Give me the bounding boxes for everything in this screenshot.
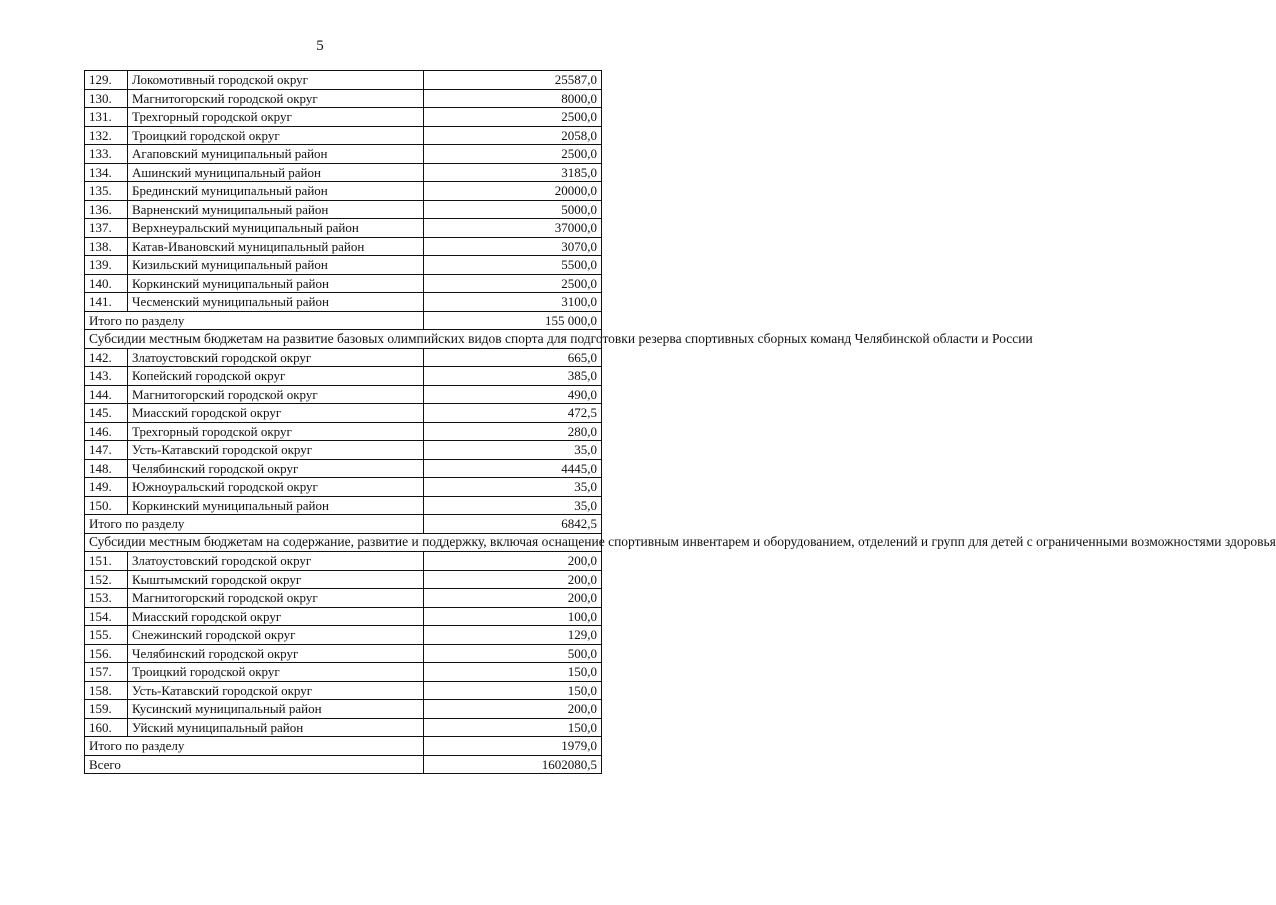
municipality-name: Ашинский муниципальный район — [128, 163, 424, 182]
table-row — [85, 126, 602, 145]
municipality-name: Усть-Катавский городской округ — [128, 441, 424, 460]
municipality-name: Златоустовский городской округ — [128, 552, 424, 571]
subsidy-amount: 2500,0 — [424, 274, 602, 293]
section-total-label: Итого по разделу — [85, 311, 424, 330]
subsidy-amount: 490,0 — [424, 385, 602, 404]
section-title: Субсидии местным бюджетам на содержание, развитие и поддержку, включая оснащение спортивным инвентарем и оборудованием, отделений и групп для детей с ограниченными возможностями здоровья — [85, 533, 602, 552]
municipality-name: Верхнеуральский муниципальный район — [128, 219, 424, 238]
row-number: 141. — [85, 293, 128, 312]
table-row — [85, 71, 602, 90]
subsidy-amount: 200,0 — [424, 589, 602, 608]
subsidy-amount: 3070,0 — [424, 237, 602, 256]
table-row — [85, 89, 602, 108]
table-row — [85, 478, 602, 497]
row-number: 129. — [85, 71, 128, 90]
municipality-name: Кизильский муниципальный район — [128, 256, 424, 275]
subsidy-amount: 150,0 — [424, 663, 602, 682]
table-row — [85, 663, 602, 682]
subsidy-amount: 200,0 — [424, 570, 602, 589]
municipality-name: Снежинский городской округ — [128, 626, 424, 645]
row-number: 134. — [85, 163, 128, 182]
municipality-name: Катав-Ивановский муниципальный район — [128, 237, 424, 256]
section-total-amount: 1979,0 — [424, 737, 602, 756]
section-total-label: Итого по разделу — [85, 737, 424, 756]
municipality-name: Миасский городской округ — [128, 404, 424, 423]
municipality-name: Магнитогорский городской округ — [128, 589, 424, 608]
table-row — [85, 219, 602, 238]
row-number: 157. — [85, 663, 128, 682]
subsidy-amount: 385,0 — [424, 367, 602, 386]
row-number: 153. — [85, 589, 128, 608]
table-row — [85, 163, 602, 182]
table-row — [85, 367, 602, 386]
municipality-name: Кыштымский городской округ — [128, 570, 424, 589]
grand-total-amount: 1602080,5 — [424, 755, 602, 774]
subsidy-amount: 472,5 — [424, 404, 602, 423]
table-row — [85, 607, 602, 626]
table-row — [85, 385, 602, 404]
municipality-name: Трехгорный городской округ — [128, 422, 424, 441]
row-number: 160. — [85, 718, 128, 737]
table-row — [85, 626, 602, 645]
municipality-name: Коркинский муниципальный район — [128, 274, 424, 293]
subsidy-amount: 3100,0 — [424, 293, 602, 312]
row-number: 138. — [85, 237, 128, 256]
table-row — [85, 145, 602, 164]
subsidy-amount: 100,0 — [424, 607, 602, 626]
municipality-name: Челябинский городской округ — [128, 644, 424, 663]
municipality-name: Троицкий городской округ — [128, 126, 424, 145]
table-row — [85, 274, 602, 293]
subsidy-amount: 4445,0 — [424, 459, 602, 478]
table-row — [85, 441, 602, 460]
municipality-name: Трехгорный городской округ — [128, 108, 424, 127]
table-row — [85, 700, 602, 719]
subsidy-amount: 25587,0 — [424, 71, 602, 90]
subsidy-amount: 2500,0 — [424, 145, 602, 164]
table-row — [85, 237, 602, 256]
row-number: 154. — [85, 607, 128, 626]
row-number: 159. — [85, 700, 128, 719]
municipality-name: Коркинский муниципальный район — [128, 496, 424, 515]
municipality-name: Чесменский муниципальный район — [128, 293, 424, 312]
section-total-row — [85, 515, 602, 534]
subsidy-amount: 5000,0 — [424, 200, 602, 219]
subsidy-amount: 150,0 — [424, 681, 602, 700]
subsidy-amount: 35,0 — [424, 441, 602, 460]
municipality-name: Миасский городской округ — [128, 607, 424, 626]
row-number: 136. — [85, 200, 128, 219]
row-number: 132. — [85, 126, 128, 145]
section-title: Субсидии местным бюджетам на развитие базовых олимпийских видов спорта для подготовки резерва спортивных сборных команд Челябинской области и России — [85, 330, 602, 349]
row-number: 156. — [85, 644, 128, 663]
subsidy-amount: 35,0 — [424, 496, 602, 515]
municipality-name: Брединский муниципальный район — [128, 182, 424, 201]
subsidy-amount: 129,0 — [424, 626, 602, 645]
section-total-amount: 155 000,0 — [424, 311, 602, 330]
table-row — [85, 348, 602, 367]
row-number: 145. — [85, 404, 128, 423]
table-row — [85, 422, 602, 441]
table-row — [85, 459, 602, 478]
municipality-name: Усть-Катавский городской округ — [128, 681, 424, 700]
municipality-name: Магнитогорский городской округ — [128, 385, 424, 404]
municipality-name: Уйский муниципальный район — [128, 718, 424, 737]
page-number: 5 — [316, 38, 324, 54]
row-number: 140. — [85, 274, 128, 293]
row-number: 155. — [85, 626, 128, 645]
table-row — [85, 200, 602, 219]
municipality-name: Агаповский муниципальный район — [128, 145, 424, 164]
subsidy-amount: 2058,0 — [424, 126, 602, 145]
row-number: 158. — [85, 681, 128, 700]
municipality-name: Челябинский городской округ — [128, 459, 424, 478]
table-row — [85, 108, 602, 127]
municipality-name: Варненский муниципальный район — [128, 200, 424, 219]
row-number: 144. — [85, 385, 128, 404]
municipality-name: Локомотивный городской округ — [128, 71, 424, 90]
table-row — [85, 256, 602, 275]
row-number: 139. — [85, 256, 128, 275]
table-row — [85, 570, 602, 589]
table-row — [85, 552, 602, 571]
subsidy-amount: 37000,0 — [424, 219, 602, 238]
subsidy-amount: 8000,0 — [424, 89, 602, 108]
table-row — [85, 589, 602, 608]
subsidy-amount: 200,0 — [424, 552, 602, 571]
row-number: 152. — [85, 570, 128, 589]
municipality-name: Копейский городской округ — [128, 367, 424, 386]
table-row — [85, 644, 602, 663]
section-total-row — [85, 737, 602, 756]
row-number: 130. — [85, 89, 128, 108]
subsidy-amount: 20000,0 — [424, 182, 602, 201]
row-number: 133. — [85, 145, 128, 164]
subsidy-amount: 150,0 — [424, 718, 602, 737]
section-header-row — [85, 533, 602, 552]
subsidy-amount: 500,0 — [424, 644, 602, 663]
subsidy-amount: 665,0 — [424, 348, 602, 367]
row-number: 151. — [85, 552, 128, 571]
subsidy-amount: 5500,0 — [424, 256, 602, 275]
row-number: 131. — [85, 108, 128, 127]
row-number: 142. — [85, 348, 128, 367]
subsidy-amount: 200,0 — [424, 700, 602, 719]
municipality-name: Кусинский муниципальный район — [128, 700, 424, 719]
row-number: 150. — [85, 496, 128, 515]
table-row — [85, 404, 602, 423]
row-number: 146. — [85, 422, 128, 441]
row-number: 143. — [85, 367, 128, 386]
table-row — [85, 496, 602, 515]
subsidy-amount: 3185,0 — [424, 163, 602, 182]
grand-total-row — [85, 755, 602, 774]
municipality-name: Южноуральский городской округ — [128, 478, 424, 497]
row-number: 147. — [85, 441, 128, 460]
municipality-name: Магнитогорский городской округ — [128, 89, 424, 108]
row-number: 137. — [85, 219, 128, 238]
table-row — [85, 182, 602, 201]
subsidy-table — [84, 70, 1276, 774]
section-total-row — [85, 311, 602, 330]
section-total-amount: 6842,5 — [424, 515, 602, 534]
row-number: 148. — [85, 459, 128, 478]
table-row — [85, 718, 602, 737]
municipality-name: Златоустовский городской округ — [128, 348, 424, 367]
subsidy-amount: 280,0 — [424, 422, 602, 441]
row-number: 149. — [85, 478, 128, 497]
section-header-row — [85, 330, 602, 349]
table-row — [85, 293, 602, 312]
municipality-name: Троицкий городской округ — [128, 663, 424, 682]
grand-total-label: Всего — [85, 755, 424, 774]
section-total-label: Итого по разделу — [85, 515, 424, 534]
row-number: 135. — [85, 182, 128, 201]
subsidy-amount: 2500,0 — [424, 108, 602, 127]
subsidy-amount: 35,0 — [424, 478, 602, 497]
table-row — [85, 681, 602, 700]
